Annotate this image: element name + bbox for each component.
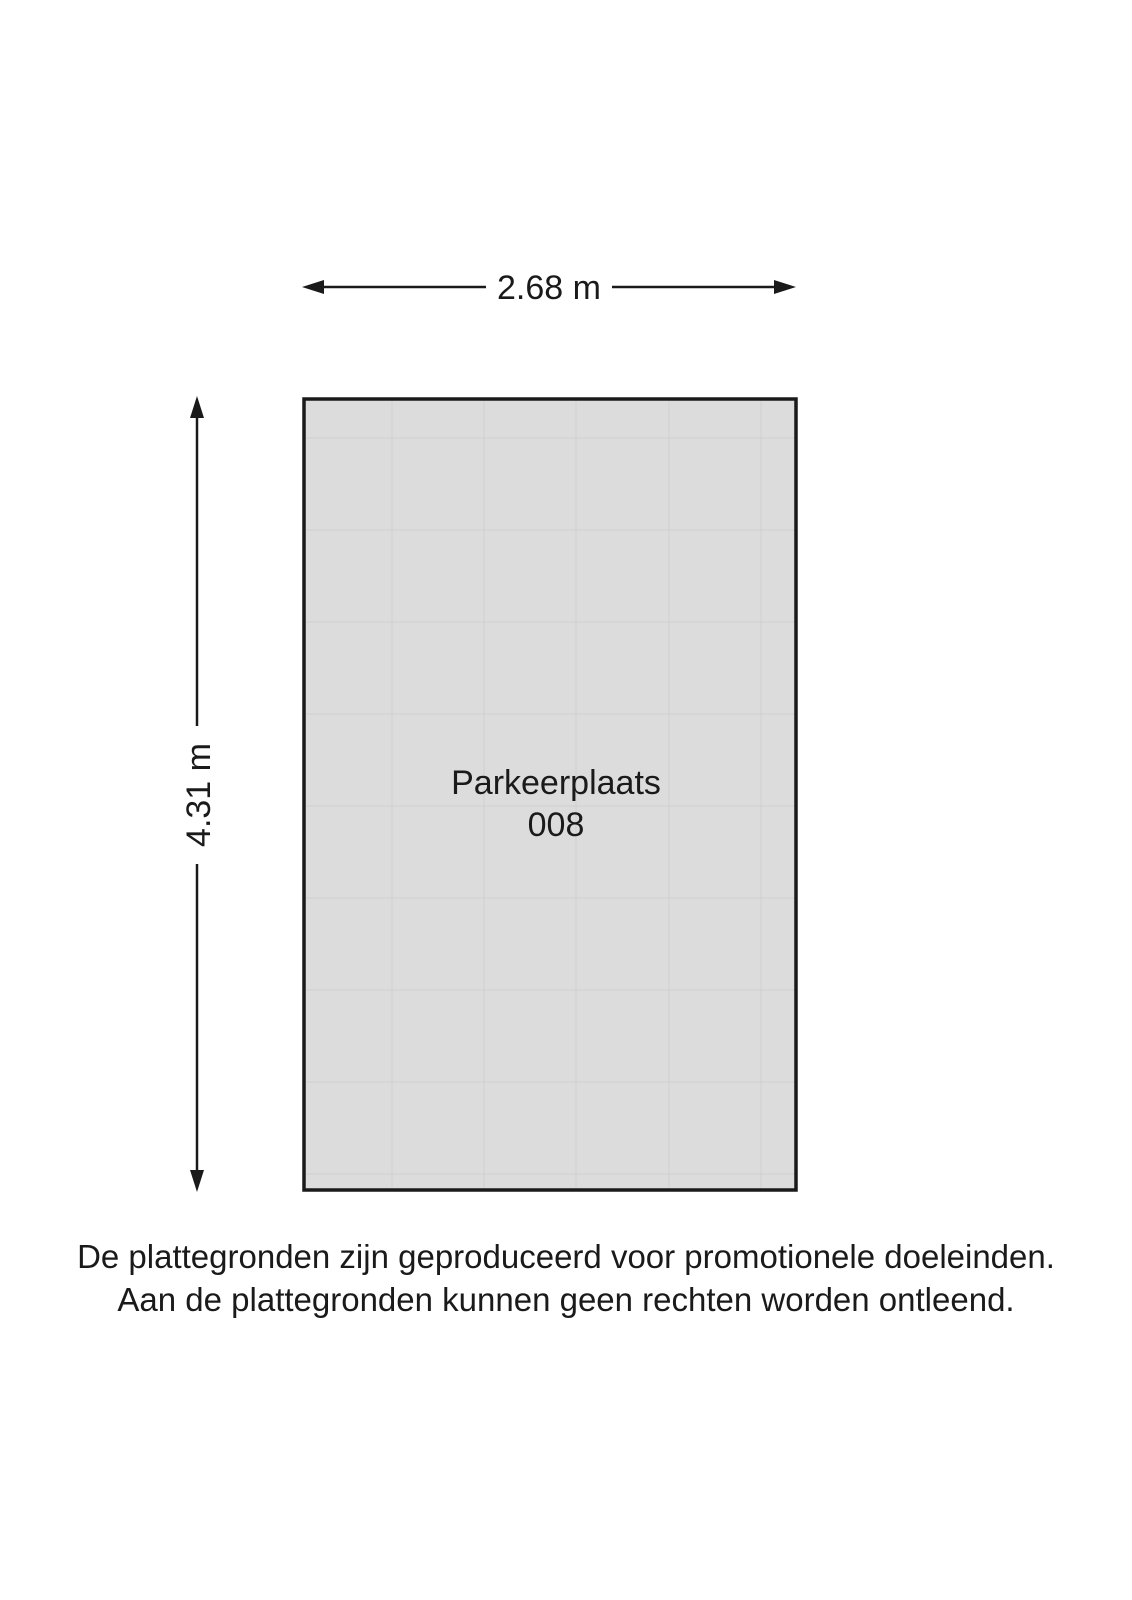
room-name: Parkeerplaats	[451, 764, 661, 802]
width-dimension	[302, 269, 796, 307]
arrow-up-icon	[190, 396, 204, 418]
disclaimer-line-2: Aan de plattegronden kunnen geen rechten worden ontleend.	[117, 1281, 1015, 1318]
room-number: 008	[527, 806, 585, 844]
disclaimer-line-1: De plattegronden zijn geproduceerd voor promotionele doeleinden.	[77, 1238, 1055, 1275]
arrow-left-icon	[302, 280, 324, 294]
arrow-right-icon	[774, 280, 796, 294]
height-dimension	[180, 396, 218, 1192]
room-parkeerplaats	[304, 399, 796, 1190]
width-label: 2.68 m	[497, 269, 601, 307]
height-label: 4.31 m	[180, 743, 218, 847]
disclaimer	[0, 1235, 1132, 1321]
arrow-down-icon	[190, 1170, 204, 1192]
